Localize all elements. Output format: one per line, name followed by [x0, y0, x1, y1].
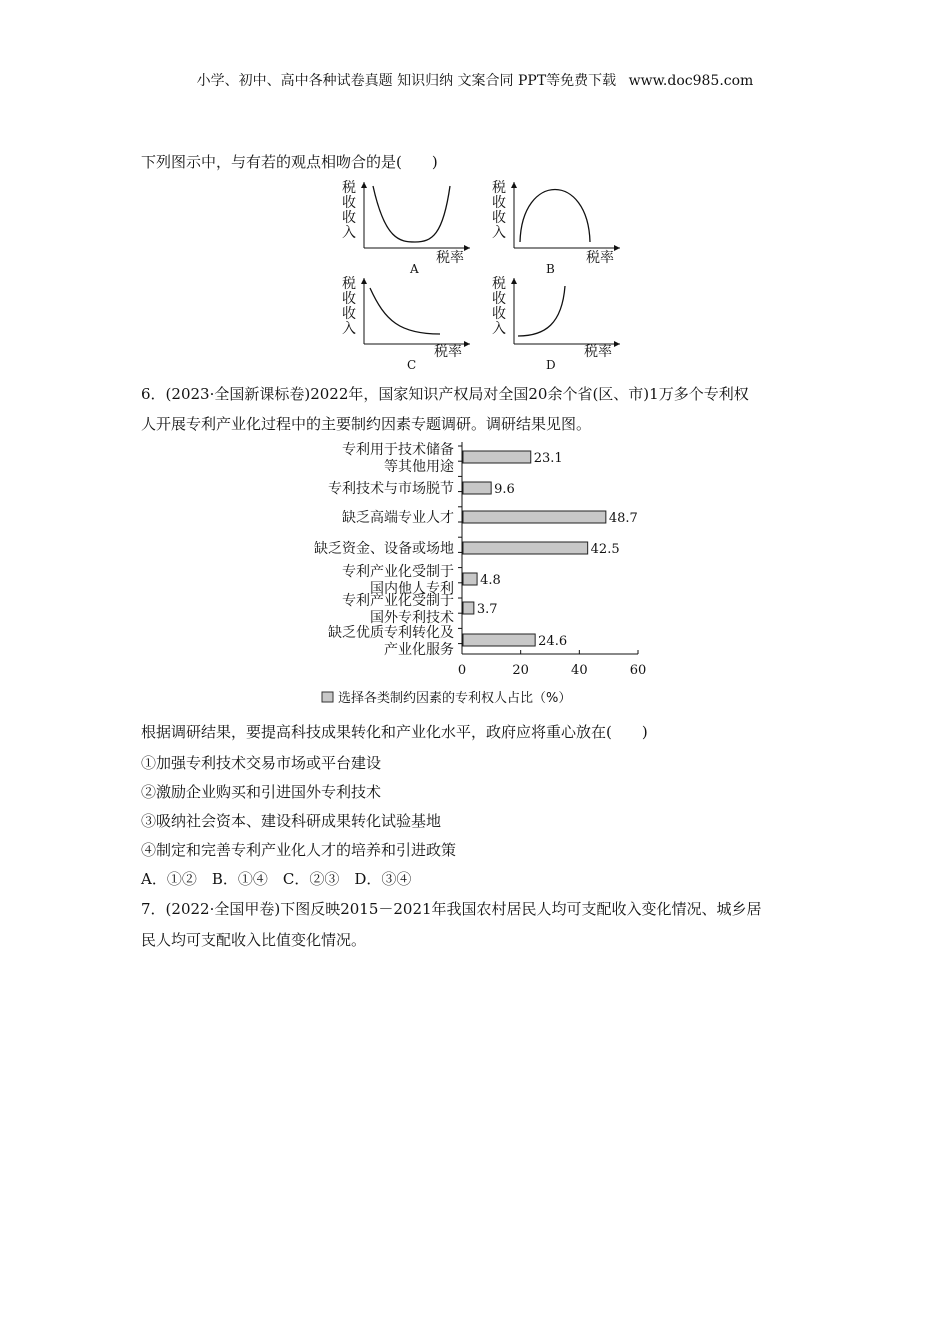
q6-item-2: ②激励企业购买和引进国外专利技术: [141, 783, 382, 801]
category-label: 专利用于技术储备: [342, 442, 454, 458]
bar: [463, 542, 588, 554]
y-axis-label-char: 收: [342, 306, 356, 322]
bar-value-label: 4.8: [480, 573, 501, 588]
q7-line2: 民人均可支配收入比值变化情况。: [141, 931, 367, 949]
bar: [463, 482, 491, 494]
bar-value-label: 3.7: [476, 602, 498, 617]
graph-b-x-label: 税率: [586, 250, 614, 266]
legend-label: 选择各类制约因素的专利权人占比（%）: [338, 691, 572, 706]
q6-intro-line1: 6．(2023·全国新课标卷)2022年，国家知识产权局对全国20余个省(区、市)1万多个专利权: [141, 385, 749, 403]
x-tick-label: 40: [571, 663, 588, 678]
category-label: 产业化服务: [384, 642, 454, 658]
graph-a-option: A: [410, 262, 419, 276]
y-axis-label-char: 收: [342, 210, 356, 226]
y-axis-label-char: 入: [492, 225, 506, 241]
x-tick-label: 60: [629, 663, 647, 678]
graph-a-x-label: 税率: [436, 250, 464, 266]
header-promo-text: 小学、初中、高中各种试卷真题 知识归纳 文案合同 PPT等免费下载: [196, 73, 617, 89]
y-axis-label-char: 入: [342, 225, 356, 241]
bar: [463, 634, 535, 646]
graph-d-option: D: [546, 358, 556, 372]
bar-chart-plot: [314, 441, 646, 678]
q7-line1: 7．(2022·全国甲卷)下图反映2015－2021年我国农村居民人均可支配收入变化情况、城乡居: [141, 900, 762, 918]
category-label: 缺乏资金、设备或场地: [314, 541, 454, 557]
y-axis-label-char: 税: [342, 180, 356, 196]
q6-question: 根据调研结果，要提高科技成果转化和产业化水平，政府应将重心放在( ): [141, 723, 648, 741]
bar: [463, 511, 606, 523]
y-axis-label-char: 入: [492, 321, 506, 337]
y-axis-label-char: 税: [492, 276, 506, 292]
bar: [463, 573, 477, 585]
bar-value-label: 9.6: [494, 482, 515, 497]
graph-c-option: C: [407, 358, 417, 372]
q6-item-1: ①加强专利技术交易市场或平台建设: [141, 754, 382, 772]
bar-value-label: 48.7: [608, 511, 638, 526]
bar: [463, 602, 474, 614]
category-label: 专利技术与市场脱节: [328, 481, 454, 497]
q6-item-3: ③吸纳社会资本、建设科研成果转化试验基地: [141, 812, 442, 830]
x-tick-label: 0: [457, 663, 467, 678]
legend-swatch: [322, 692, 333, 702]
category-label: 缺乏高端专业人才: [342, 510, 454, 526]
graph-b-option: B: [546, 262, 555, 276]
category-label: 国内他人专利: [370, 581, 454, 597]
q5-prompt: 下列图示中，与有若的观点相吻合的是( ): [141, 153, 438, 171]
y-axis-label-char: 收: [492, 195, 506, 211]
q6-answer-choices[interactable]: A．①② B．①④ C．②③ D．③④: [141, 870, 412, 888]
bar-value-label: 24.6: [538, 634, 568, 649]
y-axis-label-char: 收: [492, 306, 506, 322]
y-axis-label-char: 收: [342, 195, 356, 211]
bar-value-label: 23.1: [533, 451, 563, 466]
y-axis-label-char: 收: [492, 291, 506, 307]
y-axis-label-char: 收: [342, 291, 356, 307]
y-axis-label-char: 税: [342, 276, 356, 292]
y-axis-label-char: 入: [342, 321, 356, 337]
category-label: 缺乏优质专利转化及: [328, 625, 454, 641]
header-website[interactable]: www.doc985.com: [628, 73, 754, 89]
q6-item-4: ④制定和完善专利产业化人才的培养和引进政策: [141, 841, 457, 859]
category-label: 国外专利技术: [370, 610, 454, 626]
graph-c-x-label: 税率: [434, 344, 462, 360]
category-label: 等其他用途: [384, 459, 454, 475]
x-tick-label: 20: [512, 663, 529, 678]
y-axis-label-char: 税: [492, 180, 506, 196]
y-axis-label-char: 收: [492, 210, 506, 226]
bar-value-label: 42.5: [590, 542, 620, 557]
graph-d-x-label: 税率: [584, 344, 612, 360]
category-label: 专利产业化受制于: [342, 593, 454, 609]
category-label: 专利产业化受制于: [342, 564, 454, 580]
q6-intro-line2: 人开展专利产业化过程中的主要制约因素专题调研。调研结果见图。: [141, 415, 592, 433]
bar: [463, 451, 531, 463]
